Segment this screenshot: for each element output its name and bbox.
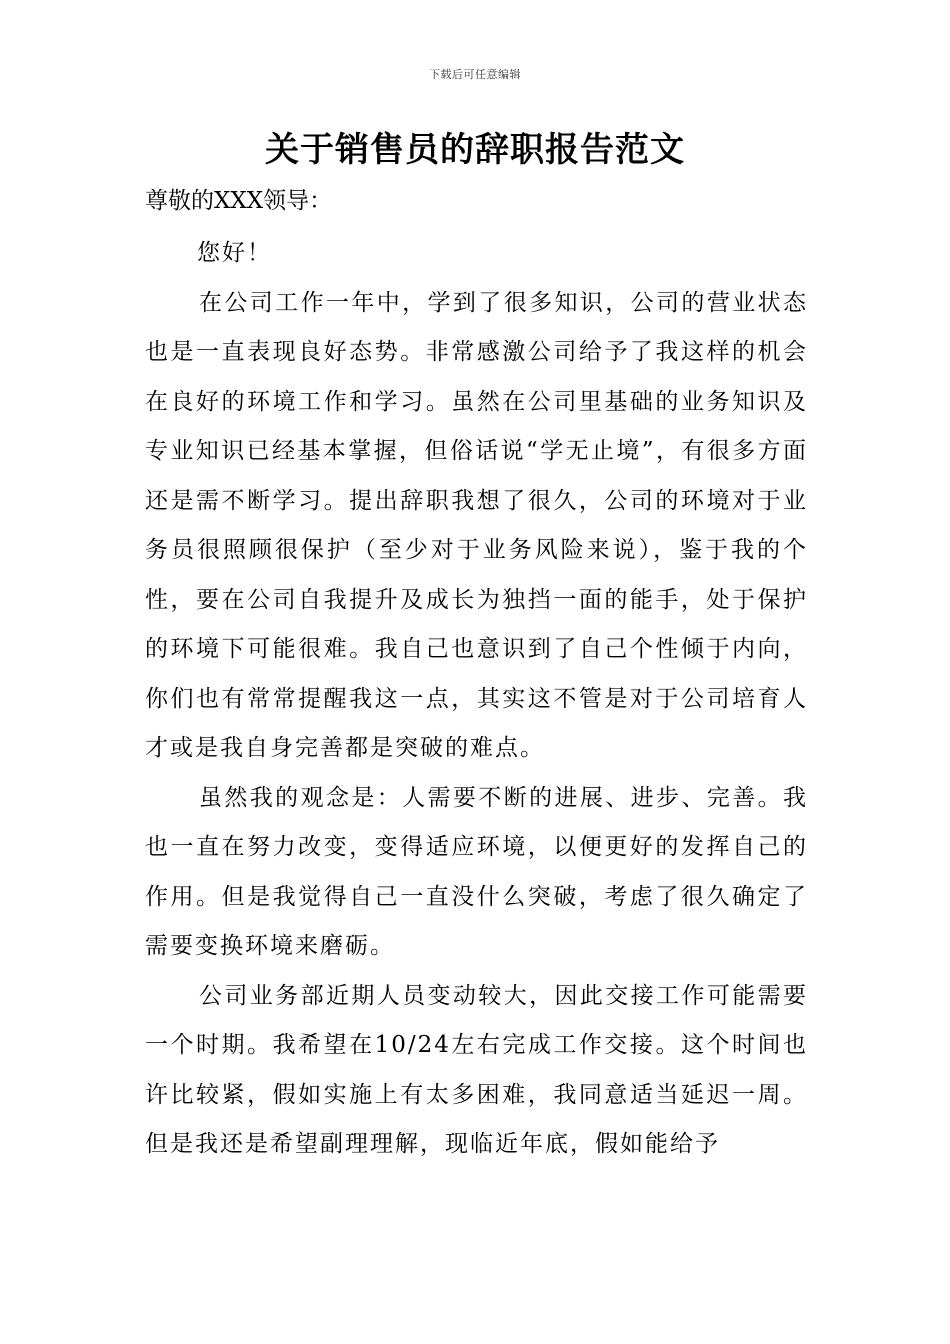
paragraph-2: 虽然我的观念是：人需要不断的进展、进步、完善。我也一直在努力改变，变得适应环境，以便更好的发挥自己的作用。但是我觉得自己一直没什么突破，考虑了很久确定了需要变换环境来磨砺。 bbox=[145, 784, 808, 959]
document-title: 关于销售员的辞职报告范文 bbox=[265, 130, 685, 170]
header-note: 下载后可任意编辑 bbox=[429, 68, 521, 81]
letter-body bbox=[145, 229, 808, 1170]
paragraph-3: 公司业务部近期人员变动较大，因此交接工作可能需要一个时期。我希望在10/24左右完成工作交接。这个时间也许比较紧，假如实施上有太多困难，我同意适当延迟一周。但是我还是希望副理理解，现临近年底，假如能给予 bbox=[145, 982, 808, 1157]
salutation: 尊敬的XXX领导： bbox=[145, 188, 333, 214]
greeting: 您好！ bbox=[197, 240, 272, 266]
paragraph-1: 在公司工作一年中，学到了很多知识，公司的营业状态也是一直表现良好态势。非常感激公司给予了我这样的机会在良好的环境工作和学习。虽然在公司里基础的业务知识及专业知识已经基本掌握，但俗话说“学无止境”，有很多方面还是需不断学习。提出辞职我想了很久，公司的环境对于业务员很照顾很保护（至少对于业务风险来说），鉴于我的个性，要在公司自我提升及成长为独挡一面的能手，处于保护的环境下可能很难。我自己也意识到了自己个性倾于内向，你们也有常常提醒我这一点，其实这不管是对于公司培育人才或是我自身完善都是突破的难点。 bbox=[145, 289, 808, 761]
